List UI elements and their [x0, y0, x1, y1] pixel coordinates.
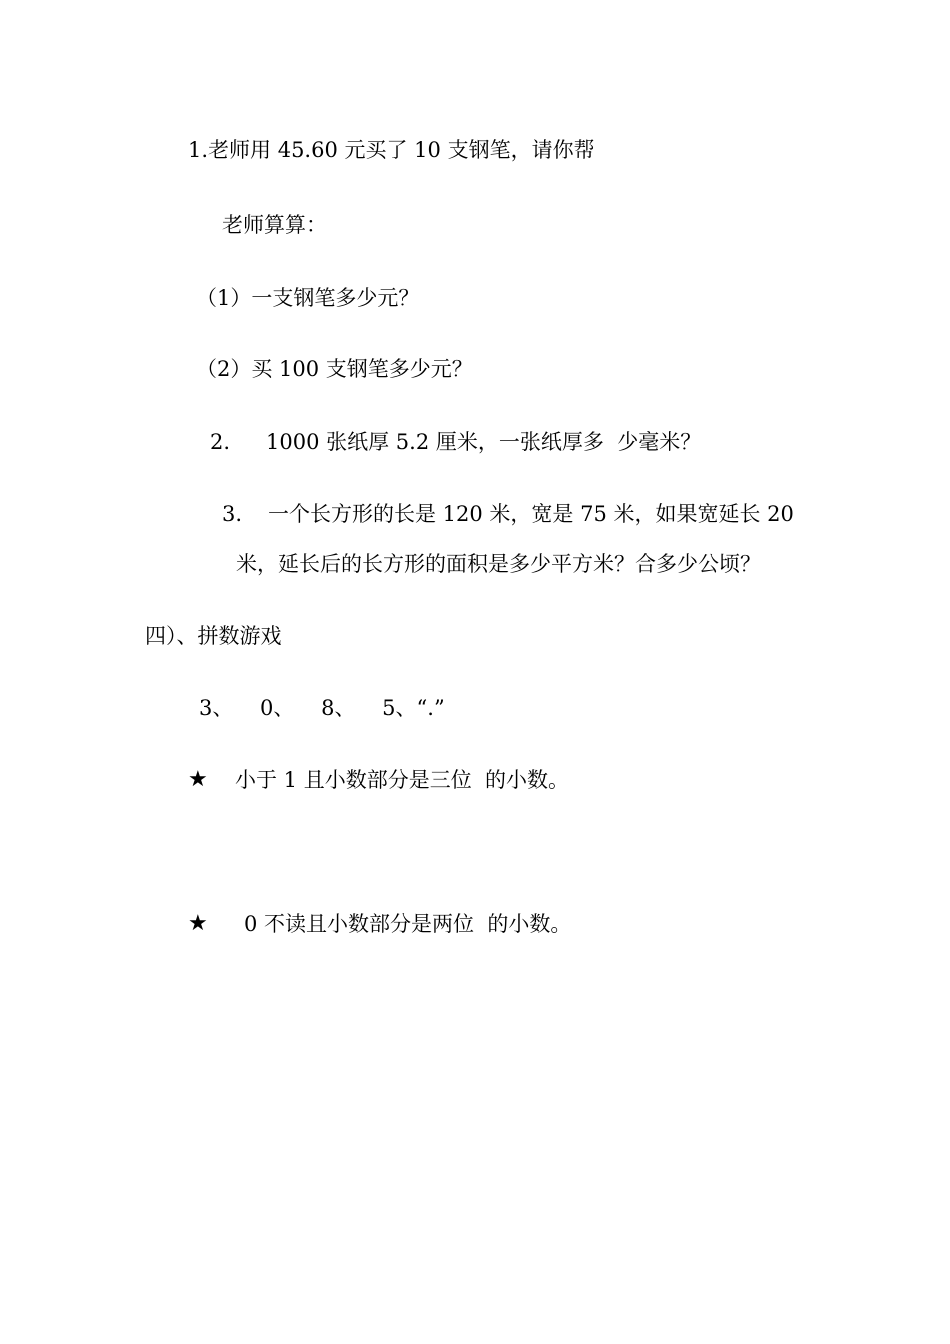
problem-3-number: 3. [222, 502, 243, 526]
task-1-text: 小于 1 且小数部分是三位 的小数。 [235, 768, 570, 792]
problem-1-line-1: 1.老师用 45.60 元买了 10 支钢笔，请你帮 [188, 138, 595, 162]
problem-3-line-1: 一个长方形的长是 120 米，宽是 75 米，如果宽延长 20 [268, 502, 794, 526]
star-icon: ★ [188, 911, 208, 936]
problem-2-text: 1000 张纸厚 5.2 厘米，一张纸厚多 少毫米？ [266, 430, 702, 454]
task-2-text: 0 不读且小数部分是两位 的小数。 [244, 912, 572, 936]
problem-2-number: 2. [210, 430, 231, 454]
problem-1-line-2: 老师算算： [222, 213, 327, 237]
problem-3-line-2: 米，延长后的长方形的面积是多少平方米？合多少公顷？ [236, 552, 761, 576]
section-4-heading: 四）、拼数游戏 [145, 624, 282, 648]
star-icon: ★ [188, 767, 208, 792]
problem-1-question-1: （1）一支钢笔多少元？ [196, 286, 420, 310]
digit-cards: 3、 0、 8、 5、“.” [199, 696, 445, 720]
problem-1-question-2: （2）买 100 支钢笔多少元？ [196, 357, 473, 381]
